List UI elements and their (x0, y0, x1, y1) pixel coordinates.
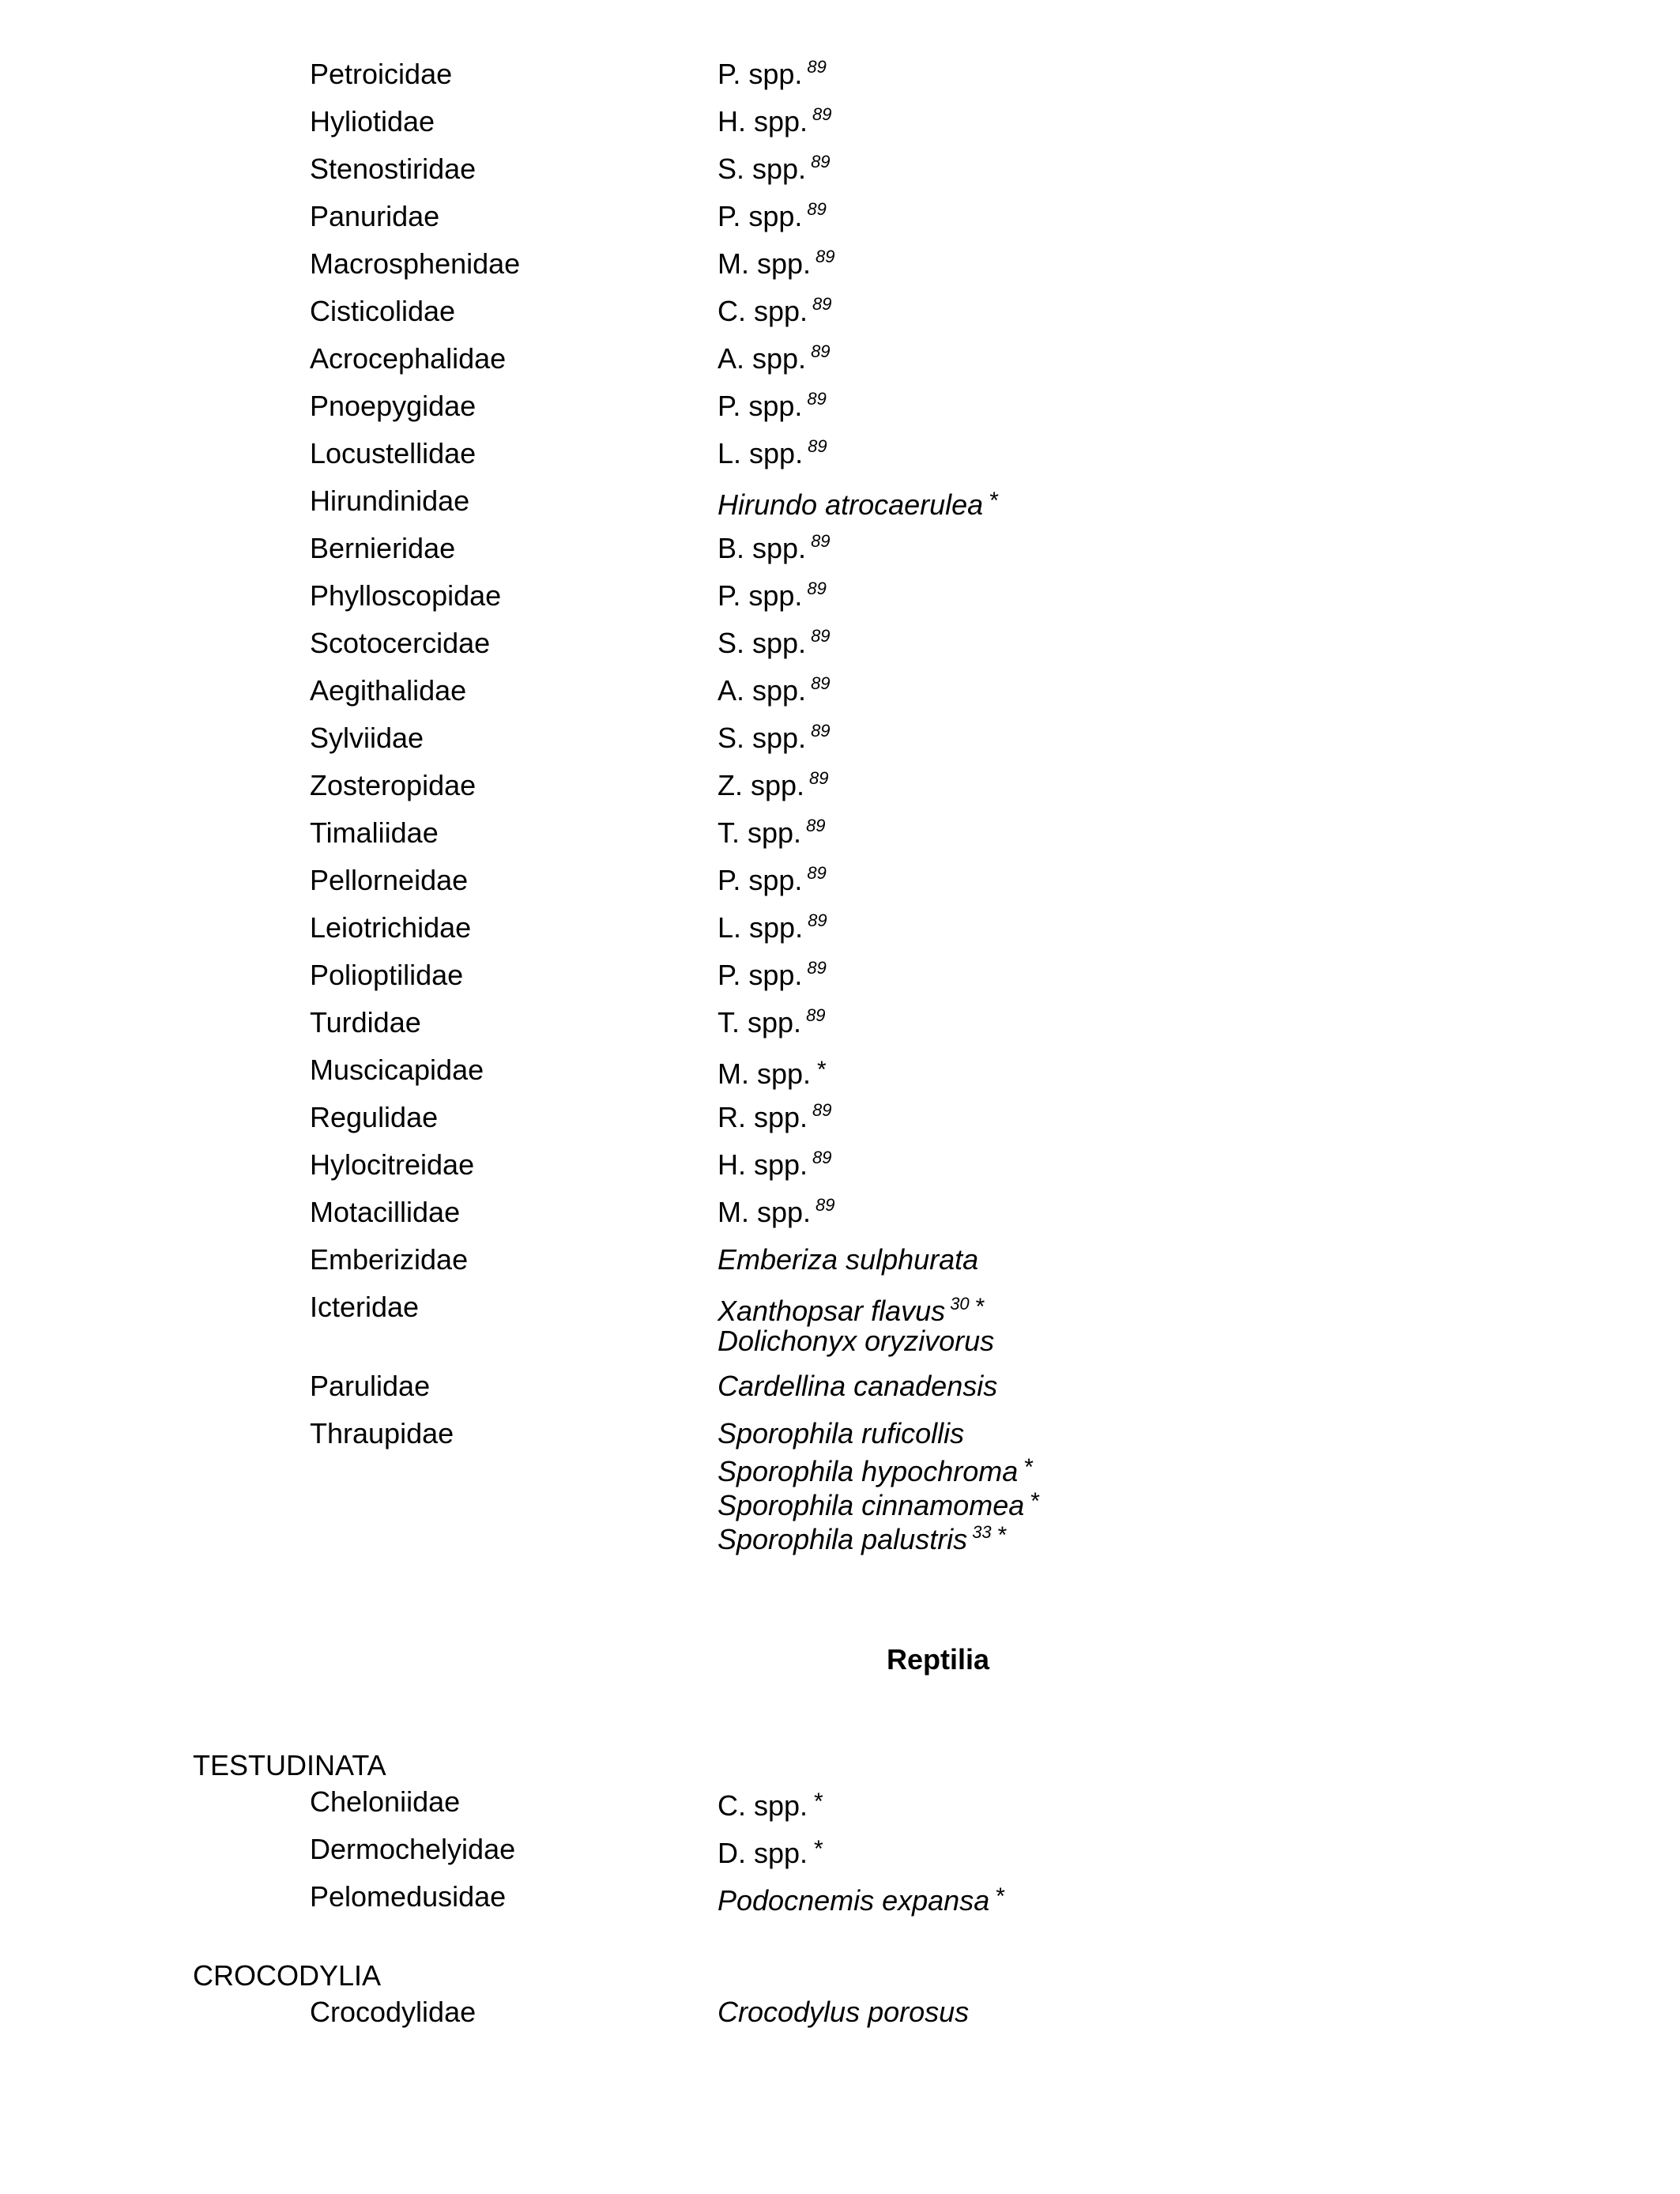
species-text: Xanthopsar flavus (718, 1295, 946, 1327)
species-name (718, 1369, 997, 1403)
species-name (718, 436, 827, 470)
footnote-ref: 89 (807, 863, 827, 883)
species-text: Sporophila palustris (718, 1523, 968, 1555)
species-text: Crocodylus porosus (718, 1996, 970, 2028)
species-name (718, 1450, 1040, 1487)
species-name (718, 1484, 1040, 1521)
species-cell (718, 816, 826, 850)
species-text: M. spp. (718, 1196, 812, 1228)
family-name: Pelomedusidae (310, 1880, 507, 1913)
species-text: P. spp. (718, 200, 803, 232)
asterisk-marker: * (1024, 1454, 1034, 1480)
footnote-ref: 89 (816, 1195, 835, 1215)
species-cell (718, 247, 835, 281)
species-cell (718, 1995, 969, 2029)
species-name (718, 531, 831, 565)
species-name (718, 1290, 994, 1327)
species-name (718, 1832, 823, 1869)
species-cell (718, 1148, 832, 1182)
species-cell (718, 579, 827, 613)
species-name (718, 484, 999, 521)
species-cell (718, 1005, 826, 1039)
species-cell (718, 294, 832, 328)
species-cell (718, 958, 827, 992)
species-name (718, 1324, 994, 1358)
footnote-ref: 89 (808, 910, 827, 930)
family-name: Pnoepygidae (310, 390, 477, 422)
species-name (718, 389, 827, 423)
species-name (718, 958, 827, 992)
species-cell (718, 1832, 823, 1869)
species-cell (718, 1195, 835, 1229)
family-name: Locustellidae (310, 437, 477, 469)
species-text: P. spp. (718, 864, 803, 896)
species-cell (718, 341, 831, 375)
family-name: Panuridae (310, 200, 440, 232)
species-name (718, 910, 827, 944)
species-name (718, 579, 827, 613)
species-text: P. spp. (718, 579, 803, 612)
family-name: Scotocercidae (310, 627, 491, 659)
species-cell (718, 910, 827, 944)
species-cell (718, 389, 827, 423)
species-cell (718, 199, 827, 233)
species-text: P. spp. (718, 390, 803, 422)
species-name (718, 768, 829, 802)
species-text: S. spp. (718, 627, 807, 659)
species-text: L. spp. (718, 437, 804, 469)
species-name (718, 863, 827, 897)
species-cell (718, 1416, 1040, 1555)
family-name: Motacillidae (310, 1196, 461, 1228)
family-name: Muscicapidae (310, 1054, 484, 1086)
family-name: Aegithalidae (310, 674, 467, 707)
species-text: S. spp. (718, 153, 807, 185)
species-name (718, 1005, 826, 1039)
species-text: R. spp. (718, 1101, 808, 1133)
species-text: P. spp. (718, 58, 803, 90)
section-title-reptilia: Reptilia (887, 1643, 990, 1676)
family-name: Timaliidae (310, 816, 439, 849)
family-name: Cisticolidae (310, 295, 456, 327)
species-name (718, 1148, 832, 1182)
species-text: M. spp. (718, 247, 812, 280)
species-name (718, 294, 832, 328)
species-text: Cardellina canadensis (718, 1370, 998, 1402)
species-cell (718, 152, 831, 186)
footnote-ref: 89 (812, 104, 832, 124)
species-text: Sporophila hypochroma (718, 1455, 1019, 1487)
species-name (718, 1242, 978, 1276)
species-text: A. spp. (718, 674, 807, 707)
species-cell (718, 1053, 827, 1090)
footnote-ref: 89 (811, 721, 831, 741)
family-name: Leiotrichidae (310, 911, 472, 944)
species-cell (718, 1369, 997, 1403)
order-name: TESTUDINATA (193, 1749, 386, 1781)
species-name (718, 1100, 832, 1134)
species-cell (718, 626, 831, 660)
species-text: Podocnemis expansa (718, 1884, 990, 1917)
asterisk-marker: * (817, 1057, 827, 1083)
species-cell (718, 1242, 978, 1276)
species-name (718, 721, 831, 755)
footnote-ref: 89 (816, 247, 835, 266)
family-name: Zosteropidae (310, 769, 477, 801)
species-text: Emberiza sulphurata (718, 1243, 979, 1276)
footnote-ref: 89 (811, 341, 831, 361)
asterisk-marker: * (989, 488, 999, 514)
asterisk-marker: * (1030, 1488, 1040, 1514)
asterisk-marker: * (997, 1522, 1008, 1548)
species-text: A. spp. (718, 342, 807, 375)
species-cell (718, 484, 999, 521)
species-name (718, 1879, 1005, 1917)
family-name: Hirundinidae (310, 484, 470, 517)
species-cell (718, 1785, 823, 1822)
species-name (718, 673, 831, 707)
species-cell (718, 1879, 1005, 1917)
asterisk-marker: * (814, 1789, 823, 1815)
species-name (718, 104, 832, 138)
species-name (718, 1416, 1040, 1450)
footnote-ref: 89 (807, 199, 827, 219)
footnote-ref: 89 (812, 1100, 832, 1120)
footnote-ref: 89 (812, 294, 832, 314)
family-name: Turdidae (310, 1006, 421, 1039)
family-name: Bernieridae (310, 532, 456, 564)
family-name: Macrosphenidae (310, 247, 521, 280)
footnote-ref: 89 (807, 958, 827, 978)
species-name (718, 1053, 827, 1090)
species-text: L. spp. (718, 911, 804, 944)
species-cell (718, 863, 827, 897)
asterisk-marker: * (814, 1836, 823, 1862)
asterisk-marker: * (975, 1294, 985, 1320)
family-name: Regulidae (310, 1101, 439, 1133)
species-name (718, 1518, 1040, 1555)
species-text: T. spp. (718, 816, 802, 849)
species-cell (718, 721, 831, 755)
species-name (718, 199, 827, 233)
species-text: Hirundo atrocaerulea (718, 488, 984, 521)
species-name (718, 1785, 823, 1822)
species-text: Dolichonyx oryzivorus (718, 1325, 995, 1357)
species-text: B. spp. (718, 532, 807, 564)
footnote-ref: 89 (811, 152, 831, 172)
species-cell (718, 1100, 832, 1134)
species-cell (718, 768, 829, 802)
species-cell (718, 436, 827, 470)
species-text: S. spp. (718, 722, 807, 754)
family-name: Cheloniidae (310, 1785, 461, 1818)
family-name: Dermochelyidae (310, 1833, 516, 1865)
species-text: H. spp. (718, 105, 808, 138)
family-name: Hylocitreidae (310, 1148, 475, 1181)
species-text: T. spp. (718, 1006, 802, 1039)
species-text: Sporophila ruficollis (718, 1417, 965, 1449)
footnote-ref: 89 (811, 531, 831, 551)
family-name: Hyliotidae (310, 105, 435, 138)
species-name (718, 247, 835, 281)
species-text: Sporophila cinnamomea (718, 1489, 1025, 1521)
footnote-ref: 89 (811, 626, 831, 646)
footnote-ref: 89 (811, 673, 831, 693)
species-cell (718, 531, 831, 565)
species-name (718, 1995, 969, 2029)
family-name: Petroicidae (310, 58, 453, 90)
family-name: Crocodylidae (310, 1996, 477, 2028)
family-name: Parulidae (310, 1370, 431, 1402)
species-cell (718, 1290, 994, 1358)
species-name (718, 57, 827, 91)
species-cell (718, 57, 827, 91)
footnote-ref: 89 (807, 57, 827, 77)
species-name (718, 152, 831, 186)
species-cell (718, 673, 831, 707)
species-name (718, 341, 831, 375)
family-name: Phylloscopidae (310, 579, 502, 612)
family-name: Acrocephalidae (310, 342, 507, 375)
family-name: Pellorneidae (310, 864, 469, 896)
family-name: Stenostiridae (310, 153, 477, 185)
family-name: Icteridae (310, 1291, 420, 1323)
family-name: Polioptilidae (310, 959, 464, 991)
species-text: M. spp. (718, 1057, 812, 1090)
species-text: H. spp. (718, 1148, 808, 1181)
species-name (718, 1195, 835, 1229)
order-name: CROCODYLIA (193, 1959, 382, 1992)
footnote-ref: 89 (806, 1005, 826, 1025)
family-name: Emberizidae (310, 1243, 469, 1276)
species-text: P. spp. (718, 959, 803, 991)
species-cell (718, 104, 832, 138)
footnote-ref: 89 (807, 579, 827, 598)
footnote-ref: 30 (950, 1294, 970, 1314)
family-name: Thraupidae (310, 1417, 454, 1449)
footnote-ref: 89 (806, 816, 826, 835)
asterisk-marker: * (996, 1883, 1005, 1909)
footnote-ref: 89 (807, 389, 827, 409)
family-name: Sylviidae (310, 722, 424, 754)
footnote-ref: 89 (812, 1148, 832, 1167)
species-name (718, 626, 831, 660)
species-name (718, 816, 826, 850)
species-text: C. spp. (718, 295, 808, 327)
footnote-ref: 33 (972, 1522, 992, 1542)
species-text: C. spp. (718, 1789, 808, 1822)
species-text: Z. spp. (718, 769, 805, 801)
species-text: D. spp. (718, 1837, 808, 1869)
footnote-ref: 89 (809, 768, 829, 788)
footnote-ref: 89 (808, 436, 827, 456)
